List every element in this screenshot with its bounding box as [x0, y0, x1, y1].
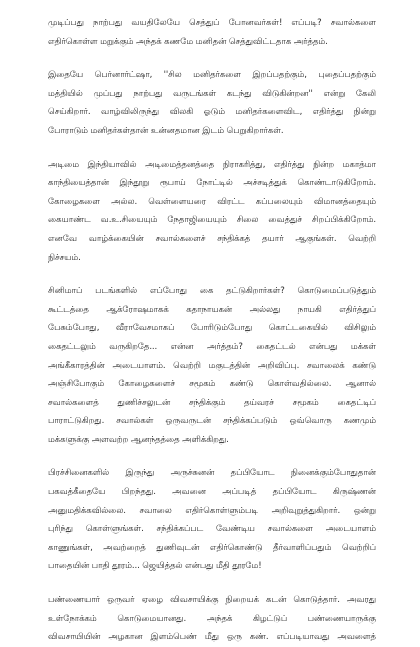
text-line: கோழைகளை அல்ல. வெள்ளையரை விரட்ட கப்பலையும் விமானத்தையும் — [48, 196, 376, 207]
text-line: புரிந்து கொள்ளுங்கள். சந்திக்கப்பட வேண்டிய சவால்களை அடையாளம் — [48, 524, 376, 535]
paragraph-1 — [48, 14, 376, 51]
text-line: பாதையின் பாதி தூரம்... ஜெயித்தல் என்பது மீதி தூரமே! — [48, 561, 262, 572]
text-line: அடிமை இந்தியாவில் அடிமைத்தனத்தை நிராகரித்து, எதிர்த்து நின்ற மகாத்மா — [48, 159, 376, 170]
text-line: நிச்சயம். — [48, 252, 81, 263]
text-line: பாராட்டுகிறது. சவால்கள் ஒருவருடன் சந்திக்கப்படும் ஒவ்வொரு கணமும் — [48, 416, 376, 427]
text-line: அனுமதிக்கவில்லை. சவாலை எதிர்கொள்ளும்படி அறிவுறுத்துகிறார். ஒன்று — [48, 505, 376, 516]
text-line: அங்கீகாரத்தின் அடையாளம். வெற்றி மகுடத்தின் அறிவிப்பு. சவாலைக் கண்டு — [48, 360, 376, 371]
text-line: போராடும் மனிதர்கள்தான் உன்னதமான இடம் பெறுகிறார்கள். — [48, 125, 284, 136]
text-line: உள்நோக்கம் கொடுமையானது. அந்தக் கிழட்டுப் பண்ணையாருக்கு — [48, 613, 376, 624]
text-line: முடிப்பது நாற்பது வயதிலேயே செத்துப் போனவர்கள்! எப்படி? சவால்களை — [48, 18, 376, 28]
paragraph-4 — [48, 282, 376, 449]
text-line: எதிர்கொள்ள மறுக்கும் அந்தக் கணமே மனிதன் செத்துவிட்டதாக அர்த்தம். — [48, 36, 328, 47]
paragraph-2 — [48, 66, 376, 140]
text-line: கைதட்டலும் வருகிறதே... என்ன அர்த்தம்? கைதட்டல் என்பது மக்கள் — [48, 341, 376, 352]
text-line: எனவே வாழ்க்கையின் சவால்களைச் சந்திக்கத் தயார் ஆகுங்கள். வெற்றி — [48, 233, 376, 244]
text-line: கூட்டத்தை ஆக்ரோஷமாகக் கதாநாயகன் அல்லது நாயகி எதிர்த்துப் — [48, 304, 376, 315]
text-line: காந்தியைத்தான் இந்தூறு ரூபாய் நோட்டில் அச்சடித்துக் கொண்டாடுகிறோம். — [48, 178, 376, 189]
text-line: பிரச்சினைகளில் இருந்து அருச்சுனன் தப்பியோட நினைக்கும்போதுதான் — [48, 468, 376, 479]
text-line: சவால்களைத் துணிச்சலுடன் சந்திக்கும் தய்வரச் சமூகம் கைதட்டிப் — [48, 397, 376, 408]
paragraph-6 — [48, 591, 376, 647]
text-line: சினிமாப் படங்களில் எப்போது கை தட்டுகிறார்கள்? கொடுமைப்படுத்தும் — [48, 286, 376, 297]
text-line: காணுங்கள், அவற்றைத் துணிவுடன் எதிர்கொண்டு தீர்வாளிப்பதும் வெற்றிப் — [48, 542, 376, 553]
text-line: மத்தியில் முப்பது நாற்பது வருடங்கள் கடந்து விடுகின்றன'' என்று கேலி — [48, 88, 376, 99]
paragraph-5 — [48, 464, 376, 576]
text-line: பேசும்போது, வீராவேசமாகப் போரிடும்போது கொட்டகையில் விசிலும் — [48, 323, 376, 334]
text-line: இதையே பெர்னார்ட்ஷா, ''சில மனிதர்களை இறப்பதற்கும், புதைப்பதற்கும் — [48, 70, 376, 81]
paragraph-3 — [48, 156, 376, 268]
text-line: அஞ்சிபோகும் கோழைகளைச் சமூகம் கண்டு கொள்வதில்லை. ஆனால் — [48, 379, 376, 390]
text-line: பண்ணையார் ஒருவர் ஏழை விவசாயிக்கு நிறையக் கடன் கொடுத்தார். அவரது — [48, 595, 376, 606]
text-line: பகவத்கீதையே பிறந்தது. அவனை அப்படித் தப்பியோட கிருஷ்ணன் — [48, 487, 376, 498]
text-line: விவசாயியின் அழகான இளம்பெண் மீது ஒரு கண். எப்படியாவது அவளைத் — [48, 632, 376, 643]
text-line: செய்கிறார். வாழ்விலிருந்து விலகி ஓடும் மனிதர்களைவிட, எதிர்த்து நின்று — [48, 107, 376, 118]
text-line: மக்களுக்கு அளவற்ற ஆனந்தத்தை அளிக்கிறது. — [48, 434, 229, 445]
text-line: கையாண்ட வ.உ.சியையும் நேதாஜியையும் சிலை வைத்துச் சிறப்பிக்கிறோம். — [48, 215, 376, 226]
